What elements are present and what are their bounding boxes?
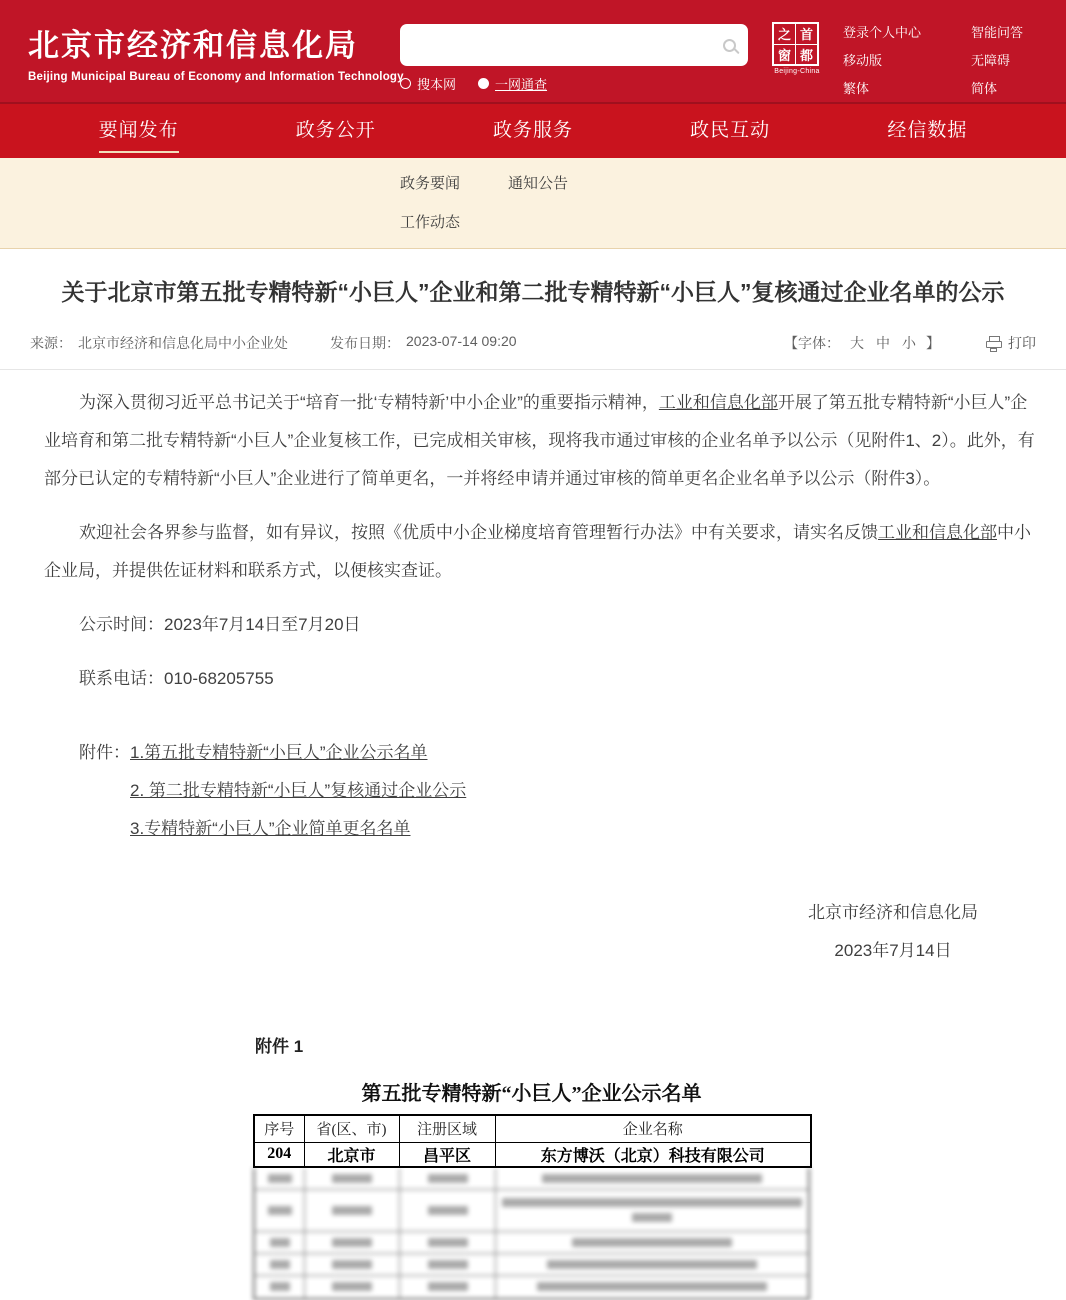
nav-item-经信数据[interactable]: 经信数据 (887, 120, 968, 141)
subnav-item-通知公告[interactable]: 通知公告 (508, 175, 569, 192)
subnav-item-政务要闻[interactable]: 政务要闻 (400, 175, 461, 192)
meta-source (30, 333, 288, 353)
search-scope-yiwangtongcha-label: 一网通查 (495, 77, 548, 92)
font-size-controls (850, 333, 916, 353)
site-title: 北京市经济和信息化局 (28, 28, 358, 63)
quick-link[interactable]: 简体 (971, 81, 998, 96)
table-row-blurred (255, 1232, 808, 1254)
quick-link[interactable]: 移动版 (843, 53, 883, 68)
attachment-link[interactable]: 1.第五批专精特新“小巨人”企业公示名单 (130, 743, 428, 762)
paragraph-2-text: 欢迎社会各界参与监督，如有异议，按照《优质中小企业梯度培育管理暂行办法》中有关要求，请实名反馈 (79, 523, 878, 542)
article-main (0, 275, 1066, 1300)
quick-links-column-1 (843, 22, 921, 97)
source-label: 来源： (30, 335, 72, 351)
radio-unselected-icon[interactable] (400, 78, 411, 89)
table-cell: 北京市 (304, 1142, 399, 1167)
site-subtitle-en: Beijing Municipal Bureau of Economy and Information Technology (28, 71, 404, 83)
nav-item-政民互动[interactable]: 政民互动 (690, 120, 771, 141)
nav-item-政务服务[interactable]: 政务服务 (492, 120, 573, 141)
roster-blurred-rows (253, 1168, 810, 1300)
signature-date: 2023年7月14日 (834, 941, 952, 960)
paragraph-2 (44, 514, 1036, 590)
print-label: 打印 (1008, 335, 1036, 351)
date-value: 2023-07-14 09:20 (406, 333, 517, 349)
source-value: 北京市经济和信息化局中小企业处 (78, 335, 288, 351)
radio-selected-icon[interactable] (478, 78, 489, 89)
roster-table (253, 1114, 812, 1168)
meta-publish-date (330, 333, 517, 353)
miit-link[interactable]: 工业和信息化部 (658, 393, 778, 412)
signature-block (44, 894, 1036, 970)
sub-nav (0, 158, 1066, 249)
capital-window-logo[interactable] (772, 22, 822, 75)
publicity-period: 公示时间：2023年7月14日至7月20日 (79, 615, 361, 634)
quick-link[interactable]: 智能问答 (971, 25, 1024, 40)
capital-window-logo-icon (772, 22, 819, 66)
miit-link[interactable]: 工业和信息化部 (878, 523, 997, 542)
table-row-blurred (255, 1254, 808, 1276)
page-title: 关于北京市第五批专精特新“小巨人”企业和第二批专精特新“小巨人”复核通过企业名单的公示 (61, 279, 1005, 305)
table-cell: 204 (254, 1142, 304, 1167)
subnav-item-工作动态[interactable]: 工作动态 (400, 214, 461, 231)
site-brand (28, 20, 404, 83)
font-label-open: 【字体： (784, 335, 840, 351)
main-nav (0, 104, 1066, 158)
table-row-blurred (255, 1168, 808, 1190)
quick-link[interactable]: 繁体 (843, 81, 870, 96)
printer-icon (986, 336, 1003, 351)
paragraph-1-text: 为深入贯彻习近平总书记关于“培育一批‘专精特新’中小企业”的重要指示精神， (79, 393, 659, 412)
roster-header-row (254, 1115, 811, 1142)
attachment-1-section (0, 1032, 1066, 1300)
roster-table-title: 第五批专精特新“小巨人”企业公示名单 (361, 1083, 702, 1105)
logo-char: 窗 (774, 45, 795, 65)
print-button[interactable] (986, 333, 1036, 353)
signature-org: 北京市经济和信息化局 (808, 903, 978, 922)
logo-char: 都 (796, 45, 817, 65)
table-row-blurred (255, 1276, 808, 1298)
search-icon[interactable] (723, 39, 736, 52)
attachments-list (130, 734, 466, 848)
roster-column-header: 省(区、市) (304, 1115, 399, 1142)
date-label: 发布日期： (330, 335, 400, 351)
meta-tools (784, 333, 1036, 353)
logo-char: 之 (774, 24, 795, 44)
search-scope-yiwangtongcha[interactable] (478, 74, 547, 93)
quick-link[interactable]: 无障碍 (971, 53, 1011, 68)
search-scope-site-label: 搜本网 (417, 77, 457, 92)
contact-phone: 联系电话：010-68205755 (79, 669, 274, 688)
roster-column-header: 注册区域 (399, 1115, 495, 1142)
search-box[interactable] (400, 24, 748, 66)
search-scope-site[interactable] (400, 74, 456, 93)
nav-item-要闻发布[interactable]: 要闻发布 (99, 109, 179, 153)
font-size-medium-button[interactable]: 中 (876, 335, 890, 351)
article-body (0, 370, 1066, 970)
header-quick-links (843, 22, 1023, 97)
paragraph-2-text: 中小企业局，并提供佐证材料和联系方式，以便核实查证。 (44, 523, 1031, 580)
search-scope-options (400, 74, 748, 93)
table-cell: 昌平区 (399, 1142, 495, 1167)
attachment-link[interactable]: 3.专精特新“小巨人”企业简单更名名单 (130, 819, 411, 838)
quick-link[interactable]: 登录个人中心 (843, 25, 922, 40)
table-cell: 东方博沃（北京）科技有限公司 (495, 1142, 811, 1167)
font-label-close: 】 (926, 335, 940, 351)
roster-column-header: 序号 (254, 1115, 304, 1142)
paragraph-1-text: 开展了第五批专精特新“小巨人”企业培育和第二批专精特新“小巨人”企业复核工作，已完成相关审核，现将我市通过审核的企业名单予以公示（见附件1、2）。此外，有部分已认定的专精特新“小巨人”企业进行了简单更名，一并将经申请并通过审核的简单更名企业名单予以公示（附件3）。 (44, 393, 1035, 488)
font-size-small-button[interactable]: 小 (902, 335, 916, 351)
table-row (254, 1142, 811, 1167)
quick-links-column-2 (971, 22, 1023, 97)
roster-column-header: 企业名称 (495, 1115, 811, 1142)
attachments-block (44, 734, 1036, 848)
attachment-link[interactable]: 2. 第二批专精特新“小巨人”复核通过企业公示 (130, 781, 467, 800)
attachment-1-label: 附件 1 (255, 1037, 304, 1056)
search-area (400, 24, 748, 93)
nav-item-政务公开[interactable]: 政务公开 (295, 120, 376, 141)
attachments-label: 附件： (79, 743, 130, 762)
paragraph-1 (44, 384, 1036, 498)
search-input[interactable] (412, 30, 723, 60)
table-row-blurred (255, 1190, 808, 1232)
logo-char: 首 (796, 24, 817, 44)
article-meta (30, 333, 1036, 353)
font-size-large-button[interactable]: 大 (850, 335, 864, 351)
site-header (0, 0, 1066, 104)
logo-caption: Beijing-China (774, 68, 820, 75)
